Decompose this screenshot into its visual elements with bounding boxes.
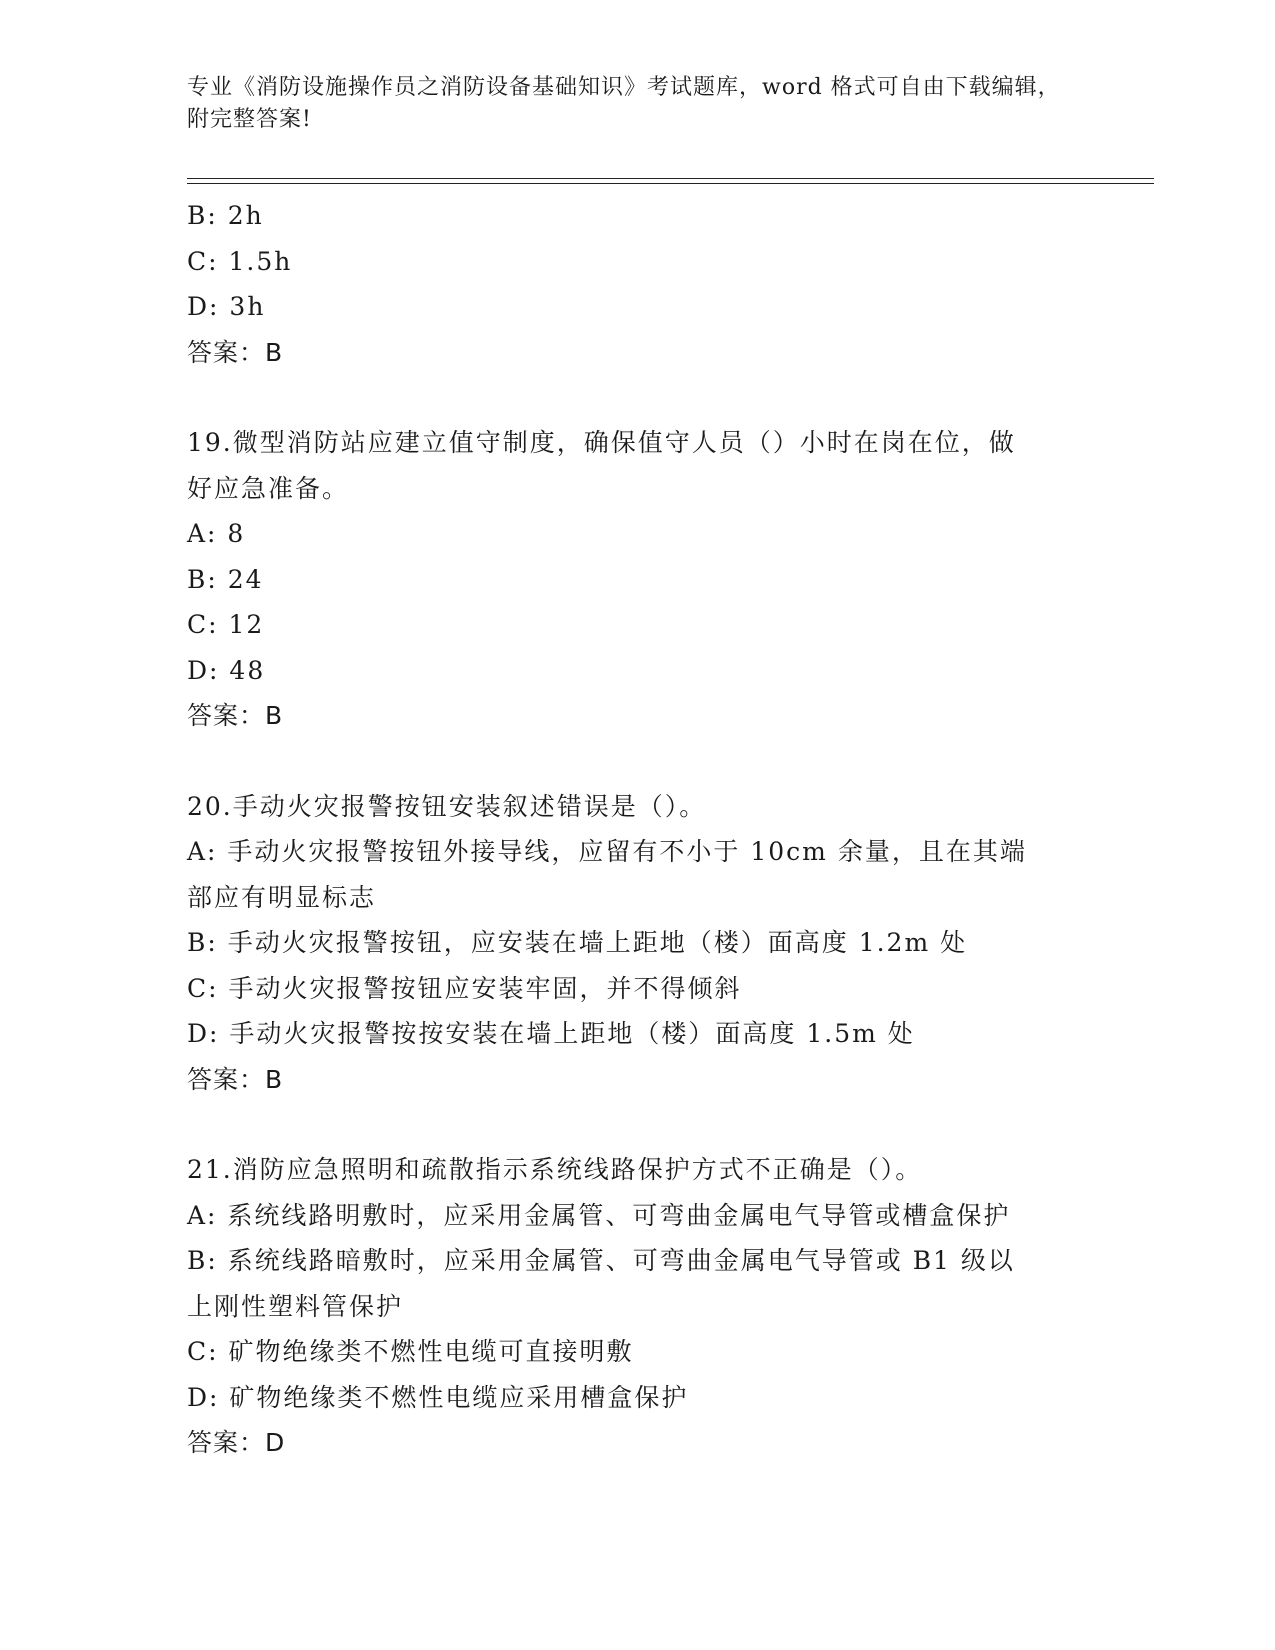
question-list — [187, 193, 1087, 1466]
option-c: C: 12 — [187, 610, 265, 639]
question-20 — [187, 784, 1087, 1103]
header-divider — [187, 178, 1154, 184]
option-b: B: 系统线路暗敷时，应采用金属管、可弯曲金属电气导管或 B1 级以 — [187, 1246, 1015, 1275]
spacer — [187, 375, 1087, 420]
question-stem: 20.手动火灾报警按钮安装叙述错误是（）。 — [187, 791, 707, 821]
option-b: B: 手动火灾报警按钮，应安装在墙上距地（楼）面高度 1.2m 处 — [187, 928, 968, 957]
option-b-continued: 上刚性塑料管保护 — [187, 1291, 404, 1321]
answer-label: 答案：B — [187, 1064, 284, 1094]
option-a-continued: 部应有明显标志 — [187, 882, 377, 912]
document-header: 专业《消防设施操作员之消防设备基础知识》考试题库，word 格式可自由下载编辑，附完整答案! — [187, 75, 1061, 132]
option-a: A: 8 — [187, 519, 246, 548]
option-d: D: 矿物绝缘类不燃性电缆应采用槽盒保护 — [187, 1382, 689, 1412]
answer-label: 答案：B — [187, 701, 284, 730]
option-d: D: 手动火灾报警按按安装在墙上距地（楼）面高度 1.5m 处 — [187, 1019, 915, 1048]
spacer — [187, 739, 1087, 784]
option-a: A: 系统线路明敷时，应采用金属管、可弯曲金属电气导管或槽盒保护 — [187, 1200, 1011, 1230]
option-d: D: 48 — [187, 655, 266, 685]
question-21 — [187, 1147, 1087, 1466]
option-c: C: 矿物绝缘类不燃性电缆可直接明敷 — [187, 1337, 634, 1366]
question-19 — [187, 420, 1087, 739]
question-18-tail — [187, 193, 1087, 375]
question-stem-continued: 好应急准备。 — [187, 473, 350, 503]
option-a: A: 手动火灾报警按钮外接导线，应留有不小于 10cm 余量，且在其端 — [187, 837, 1027, 866]
question-stem: 19.微型消防站应建立值守制度，确保值守人员（）小时在岗在位，做 — [187, 428, 1016, 457]
option-b: B: 2h — [187, 201, 264, 230]
question-stem: 21.消防应急照明和疏散指示系统线路保护方式不正确是（）。 — [187, 1155, 923, 1184]
answer-label: 答案：B — [187, 337, 284, 367]
answer-label: 答案：D — [187, 1428, 286, 1457]
option-b: B: 24 — [187, 564, 264, 594]
option-c: C: 1.5h — [187, 246, 293, 276]
option-d: D: 3h — [187, 292, 266, 321]
option-c: C: 手动火灾报警按钮应安装牢固，并不得倾斜 — [187, 973, 742, 1003]
spacer — [187, 1102, 1087, 1147]
